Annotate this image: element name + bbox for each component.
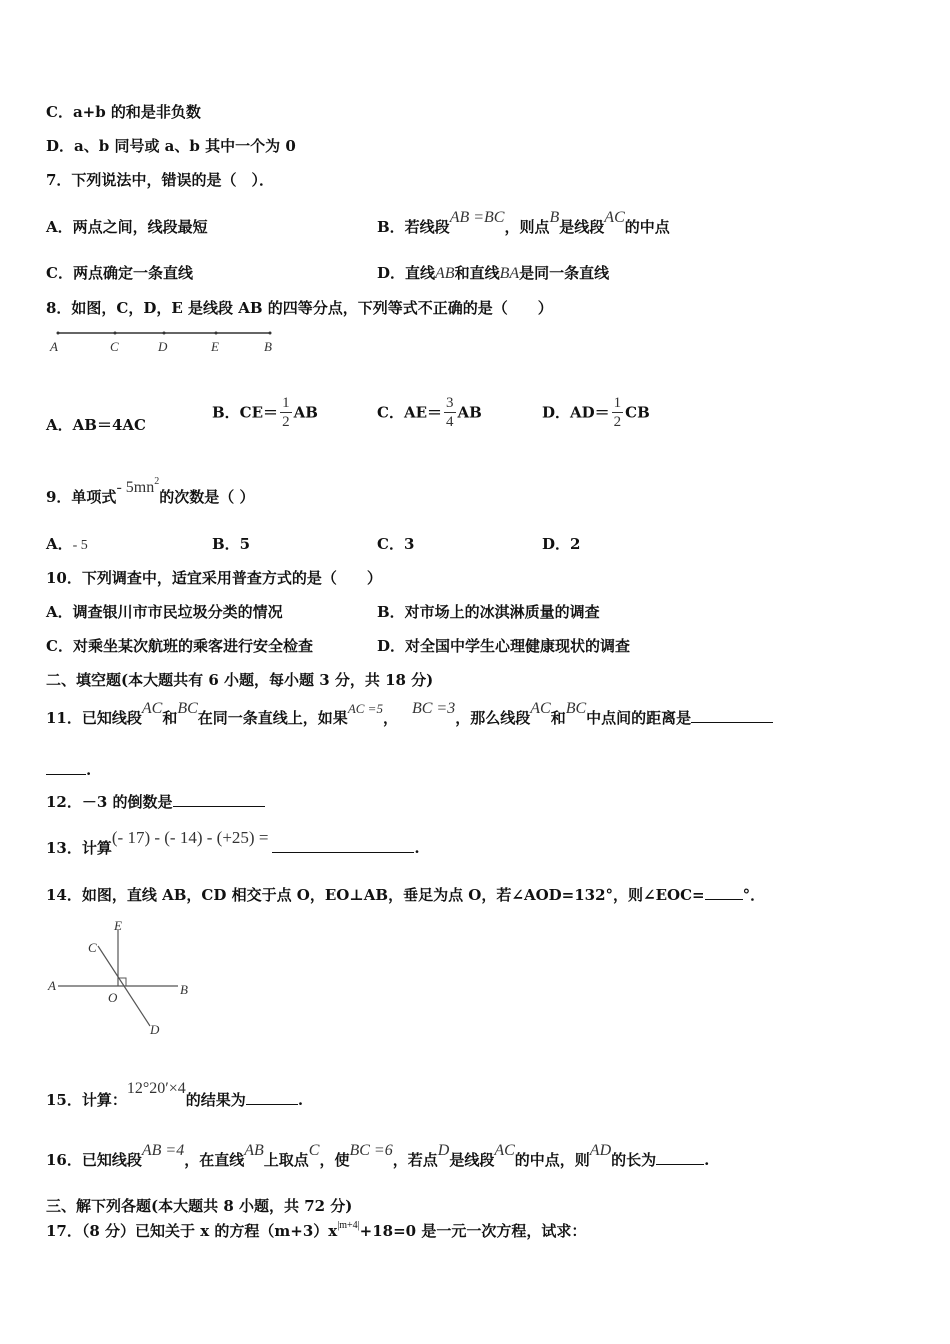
q16-m6: AC [494,1142,515,1159]
q9-monomial [116,476,160,496]
q7-b-text2: ，则点 [504,218,550,236]
q14-label-e: E [114,918,122,933]
q7-b-text3: 是线段 [559,218,605,236]
q16-m3: C [308,1142,320,1159]
q13-expression: (- 17) - (- 14) - (+25) = [111,828,269,847]
q11-continuation [46,760,91,780]
q8-d-den: 2 [613,414,622,430]
q12-stem [46,792,265,812]
label-a: A [50,339,58,354]
q15-expression: 12°20′×4 [126,1080,186,1097]
q11-t5: ，那么线段 [455,709,531,727]
q8-b-post: AB [293,403,318,422]
q16-stem [46,1142,710,1171]
q11-t7: 中点间的距离是 [586,709,692,727]
q11-m1: AC [141,700,163,717]
q16-t3: 上取点 [263,1151,309,1169]
q11-m6: BC [565,700,587,717]
q14-text: 14．如图，直线 AB，CD 相交于点 O，EO⊥AB，垂足为点 O，若∠AOD=132°，则∠EOC= [46,886,705,904]
point-b [269,332,272,335]
q7-d-text2: 和直线 [454,264,500,282]
q13-stem [46,828,420,858]
q15-text1: 15．计算： [46,1091,127,1109]
point-e [215,332,218,335]
q11-m2: BC [177,700,198,717]
q8-segment-figure [46,325,286,360]
q7-d-text1: D．直线 [377,264,436,282]
q13-answer-blank[interactable] [272,838,414,853]
q8-option-c [377,394,482,431]
q14-intersecting-lines-figure [46,918,196,1040]
q11-end: . [86,761,92,779]
q16-m5: D [437,1142,450,1159]
q15-stem [46,1080,304,1111]
q15-text2: 的结果为 [185,1091,246,1109]
q9-monomial-exp: 2 [154,476,160,487]
q17-text1: 17．（8 分）已知关于 x 的方程（m+3）x [46,1222,338,1240]
q8-option-d [542,394,650,431]
q17-text2: +18=0 是一元一次方程，试求： [359,1222,587,1240]
point-c [114,332,117,335]
q17-exponent: |m+4| [337,1220,360,1231]
q7-option-c: C．两点确定一条直线 [46,264,193,282]
q7-option-d [377,263,609,284]
q14-label-a: A [48,978,56,993]
q9-option-c: C．3 [377,535,415,553]
label-c: C [110,339,119,354]
q8-b-num: 1 [282,395,290,411]
q16-m4: BC =6 [349,1142,393,1159]
q16-m1: AB =4 [141,1142,185,1159]
point-a [57,332,60,335]
q16-t7: 的中点，则 [514,1151,590,1169]
q9-a-value: - 5 [72,538,88,553]
q7-stem: 7．下列说法中，错误的是（ ）． [46,171,274,189]
q6-option-c: C．a+b 的和是非负数 [46,103,201,121]
q11-m4: BC =3 [411,700,456,717]
q9-option-a [46,534,88,556]
q7-b-text1: B．若线段 [377,218,450,236]
q7-d-math1: AB [435,265,455,282]
q16-answer-blank[interactable] [656,1150,704,1165]
q9-text2: 的次数是（ ） [159,488,255,506]
q11-t6: 和 [550,709,566,727]
q14-figure-svg [46,918,196,1040]
q9-option-b: B．5 [212,535,251,553]
q16-t5: ，若点 [392,1151,438,1169]
point-d [163,332,166,335]
label-e: E [211,339,219,354]
q8-option-a: A．AB＝4AC [46,416,146,434]
q11-t1: 11．已知线段 [46,709,142,727]
q11-stem [46,700,773,729]
q7-option-a: A．两点之间，线段最短 [46,218,208,236]
q9-monomial-body: - 5mn [116,479,155,496]
q7-d-math2: BA [499,265,520,282]
q14-answer-blank[interactable] [705,885,743,900]
label-d: D [158,339,168,354]
q16-t6: 是线段 [449,1151,495,1169]
q12-text: 12．－3 的倒数是 [46,793,173,811]
q11-answer-blank-2[interactable] [46,760,86,775]
q8-option-b [212,394,318,431]
q14-stem [46,885,765,905]
q14-label-o: O [108,990,118,1005]
section-2-heading: 二、填空题(本大题共有 6 小题，每小题 3 分，共 18 分) [46,671,434,689]
q15-answer-blank[interactable] [246,1090,298,1105]
q6-option-d: D．a、b 同号或 a、b 其中一个为 0 [46,137,296,155]
q7-b-math3: AC [604,209,625,226]
q10-stem: 10．下列调查中，适宜采用普查方式的是（ ） [46,569,382,587]
q11-t3: 在同一条直线上，如果 [197,709,348,727]
q8-c-num: 3 [446,395,454,411]
q16-end: . [704,1151,710,1169]
q8-b-fraction [280,394,292,431]
q8-c-den: 4 [446,414,454,430]
q14-end: °． [742,886,766,904]
q11-m5: AC [530,700,551,717]
q16-t4: ，使 [319,1151,350,1169]
q11-t2: 和 [162,709,178,727]
section-3-heading: 三、解下列各题(本大题共 8 小题，共 72 分) [46,1197,353,1215]
q8-d-fraction [612,394,624,431]
label-b: B [264,339,272,354]
q16-t1: 16．已知线段 [46,1151,142,1169]
q9-stem [46,476,255,510]
q8-b-den: 2 [282,414,290,430]
q14-label-b: B [180,982,188,997]
q16-t8: 的长为 [611,1151,657,1169]
q13-end: . [414,839,420,857]
q9-a-label: A． [46,535,73,553]
q8-c-text: C．AE＝ [377,403,443,422]
q14-label-c: C [88,940,97,955]
q8-stem: 8．如图，C，D，E 是线段 AB 的四等分点，下列等式不正确的是（ ） [46,299,553,317]
q14-label-d: D [150,1022,160,1037]
q15-end: . [297,1091,304,1109]
q9-text1: 9．单项式 [46,488,117,506]
q11-m3: AC =5 [347,701,383,716]
q16-t2: ，在直线 [184,1151,245,1169]
q7-b-text4: 的中点 [624,218,670,236]
q7-b-math1: AB =BC [449,209,505,226]
q7-b-math2: B [549,209,560,226]
q7-d-text3: 是同一条直线 [519,264,610,282]
q11-t4: ， [382,709,398,727]
q16-m7: AD [589,1142,612,1159]
q17-stem [46,1221,586,1244]
q8-d-num: 1 [613,395,622,411]
q8-d-post: CB [625,403,650,422]
q11-answer-blank-1[interactable] [691,708,773,723]
q9-option-d: D．2 [542,535,581,553]
q7-option-b [377,209,670,238]
q8-c-fraction [444,394,456,431]
q12-answer-blank[interactable] [173,792,265,807]
q10-option-c: C．对乘坐某次航班的乘客进行安全检查 [46,637,313,655]
q13-text: 13．计算 [46,839,112,857]
q8-d-text: D．AD＝ [542,403,610,422]
q10-option-a: A．调查银川市市民垃圾分类的情况 [46,603,283,621]
q8-c-post: AB [457,403,482,422]
q16-m2: AB [244,1142,264,1159]
q10-option-b: B．对市场上的冰淇淋质量的调查 [377,603,600,621]
q10-option-d: D．对全国中学生心理健康现状的调查 [377,637,631,655]
q8-b-text: B．CE＝ [212,403,279,422]
